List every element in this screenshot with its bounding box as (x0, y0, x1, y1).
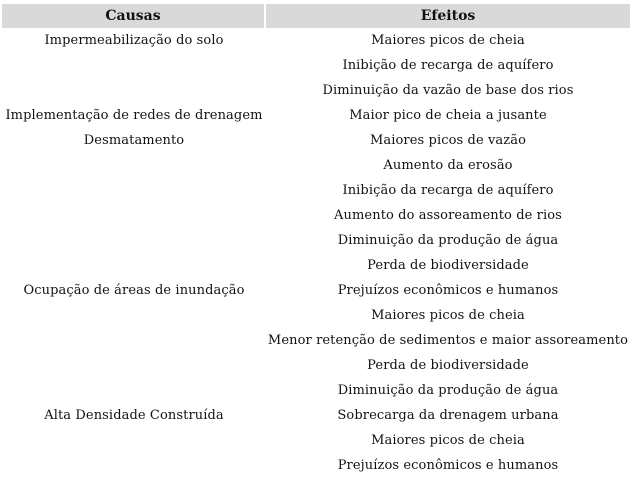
header-row (2, 4, 630, 28)
effect-cell: Prejuízos econômicos e humanos (337, 458, 559, 473)
effect-cell: Inibição da recarga de aquífero (342, 183, 554, 198)
effect-cell: Aumento do assoreamento de rios (334, 208, 562, 223)
table-row (2, 453, 630, 478)
cause-cell (2, 228, 266, 253)
cause-cell (2, 378, 266, 403)
effect-cell: Sobrecarga da drenagem urbana (337, 408, 559, 423)
cause-cell (2, 428, 266, 453)
cause-cell (2, 203, 266, 228)
cause-cell (2, 178, 266, 203)
cause-cell (2, 353, 266, 378)
header-efeitos: Efeitos (266, 4, 630, 28)
effect-cell: Maiores picos de cheia (371, 308, 525, 323)
table-row (2, 203, 630, 228)
effect-cell: Menor retenção de sedimentos e maior assoreamento (267, 333, 629, 348)
cause-cell (2, 78, 266, 103)
table-row (2, 128, 630, 153)
table-row (2, 253, 630, 278)
table-row (2, 353, 630, 378)
table-header (2, 4, 630, 28)
effect-cell: Diminuição da produção de água (337, 383, 559, 398)
table-row (2, 428, 630, 453)
table-row (2, 378, 630, 403)
header-causas: Causas (2, 4, 266, 28)
effect-cell: Inibição de recarga de aquífero (342, 58, 554, 73)
cause-cell: Desmatamento (83, 133, 185, 148)
table-row (2, 403, 630, 428)
effect-cell: Maiores picos de cheia (371, 33, 525, 48)
cause-cell (2, 53, 266, 78)
cause-cell (2, 303, 266, 328)
cause-cell (2, 153, 266, 178)
cause-cell (2, 328, 266, 353)
table-row (2, 278, 630, 303)
effect-cell: Perda de biodiversidade (367, 258, 529, 273)
effect-cell: Diminuição da vazão de base dos rios (322, 83, 574, 98)
effect-cell: Maior pico de cheia a jusante (349, 108, 547, 123)
table-body (2, 28, 630, 478)
cause-cell: Implementação de redes de drenagem (5, 108, 263, 123)
cause-cell: Alta Densidade Construída (44, 408, 224, 423)
effect-cell: Maiores picos de cheia (371, 433, 525, 448)
causes-effects-table (2, 4, 630, 478)
cause-cell (2, 253, 266, 278)
effect-cell: Maiores picos de vazão (369, 133, 527, 148)
effect-cell: Diminuição da produção de água (337, 233, 559, 248)
table-row (2, 328, 630, 353)
cause-cell: Ocupação de áreas de inundação (23, 283, 245, 298)
table-row (2, 228, 630, 253)
table-row (2, 303, 630, 328)
cause-cell (2, 453, 266, 478)
table-row (2, 103, 630, 128)
table-row (2, 78, 630, 103)
effect-cell: Perda de biodiversidade (367, 358, 529, 373)
cause-cell: Impermeabilização do solo (44, 33, 224, 48)
table-row (2, 53, 630, 78)
table-row (2, 153, 630, 178)
table-row (2, 178, 630, 203)
effect-cell: Prejuízos econômicos e humanos (337, 283, 559, 298)
effect-cell: Aumento da erosão (383, 158, 513, 173)
table-row (2, 28, 630, 53)
